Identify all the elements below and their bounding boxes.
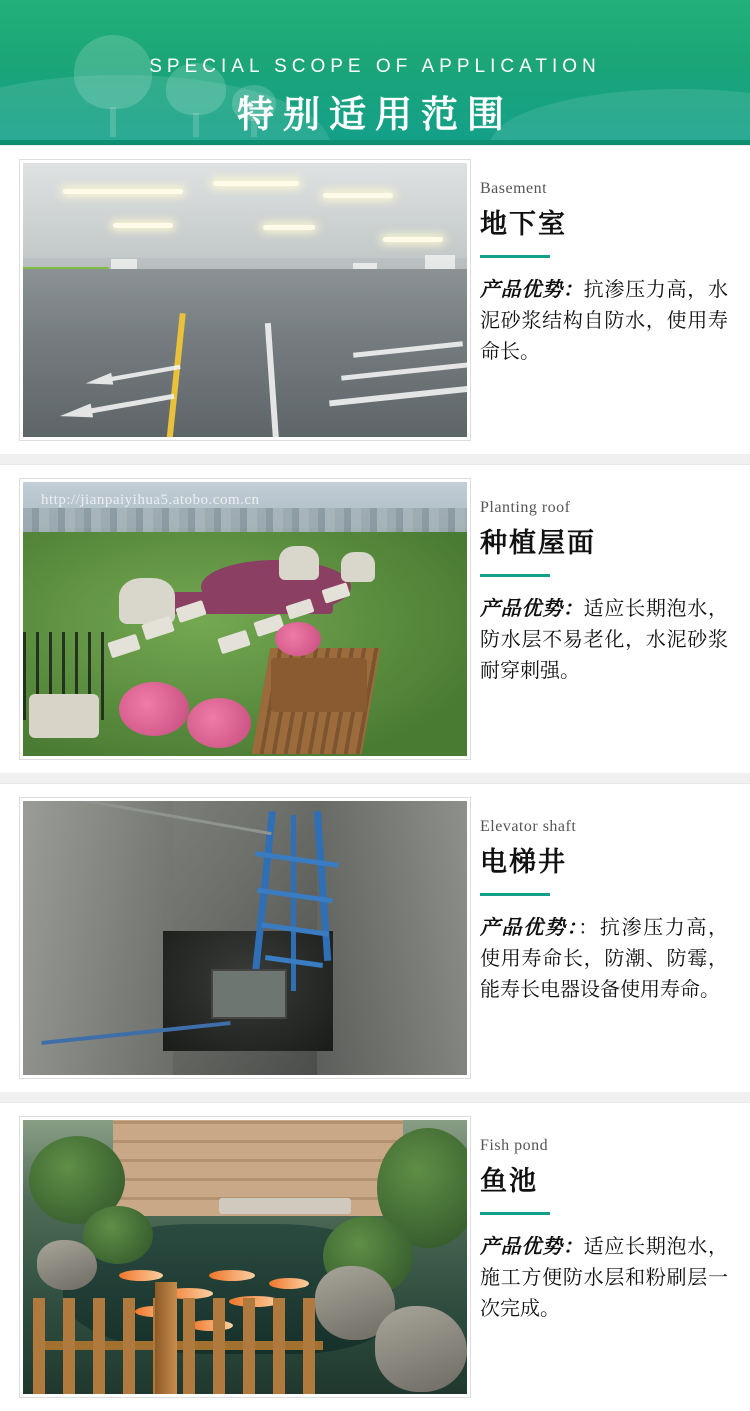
- image-watermark: http://jianpaiyihua5.atobo.com.cn: [41, 492, 260, 508]
- elevator-shaft-label-cn: 电梯井: [480, 847, 567, 878]
- basement-divider: [480, 255, 550, 258]
- section-elevator-shaft: [0, 783, 750, 1092]
- fish-pond-description: [480, 1231, 728, 1324]
- section-gap-1: [0, 454, 750, 464]
- section-planting-roof: [0, 464, 750, 773]
- elevator-shaft-image-wrap: [0, 784, 470, 1092]
- fish-pond-label-cn: 鱼池: [480, 1166, 538, 1197]
- planting-roof-divider: [480, 574, 550, 577]
- elevator-shaft-desc-body: ：抗渗压力高，使用寿命长，防潮、防霉，能寿长电器设备使用寿命。: [480, 915, 729, 1001]
- basement-desc-body: 抗渗压力高，水泥砂浆结构自防水，使用寿命长。: [480, 277, 729, 363]
- basement-desc-lead: 产品优势：: [480, 277, 584, 301]
- fish-pond-label-en: Fish pond: [480, 1137, 549, 1154]
- fish-pond-text: [470, 1103, 750, 1411]
- basement-image-wrap: [0, 146, 470, 454]
- section-basement: [0, 145, 750, 454]
- basement-text: [470, 146, 750, 454]
- planting-roof-desc-lead: 产品优势：: [480, 596, 584, 620]
- elevator-shaft-desc-lead: 产品优势：: [480, 915, 579, 939]
- fish-pond-image-wrap: [0, 1103, 470, 1411]
- elevator-shaft-divider: [480, 893, 550, 896]
- section-gap-3: [0, 1092, 750, 1102]
- basement-photo: [20, 160, 470, 440]
- elevator-shaft-photo: [20, 798, 470, 1078]
- section-gap-2: [0, 773, 750, 783]
- planting-roof-description: [480, 593, 728, 686]
- fish-pond-desc-lead: 产品优势：: [480, 1234, 584, 1258]
- planting-roof-label-cn: 种植屋面: [480, 528, 596, 559]
- elevator-shaft-description: [480, 912, 728, 1005]
- basement-label-en: Basement: [480, 180, 548, 197]
- planting-roof-text: [470, 465, 750, 773]
- planting-roof-desc-body: 适应长期泡水，防水层不易老化，水泥砂浆耐穿刺强。: [480, 596, 729, 682]
- planting-roof-image-wrap: [0, 465, 470, 773]
- header-title-en: SPECIAL SCOPE OF APPLICATION: [149, 56, 601, 77]
- header-title-cn: 特别适用范围: [237, 93, 513, 136]
- planting-roof-label-en: Planting roof: [480, 499, 571, 516]
- section-fish-pond: [0, 1102, 750, 1411]
- elevator-shaft-label-en: Elevator shaft: [480, 818, 577, 835]
- basement-label-cn: 地下室: [480, 209, 567, 240]
- page-header: [0, 0, 750, 145]
- basement-description: [480, 274, 728, 367]
- fish-pond-desc-body: 适应长期泡水，施工方便防水层和粉刷层一次完成。: [480, 1234, 729, 1320]
- fish-pond-photo: [20, 1117, 470, 1397]
- fish-pond-divider: [480, 1212, 550, 1215]
- planting-roof-photo: [20, 479, 470, 759]
- elevator-shaft-text: [470, 784, 750, 1092]
